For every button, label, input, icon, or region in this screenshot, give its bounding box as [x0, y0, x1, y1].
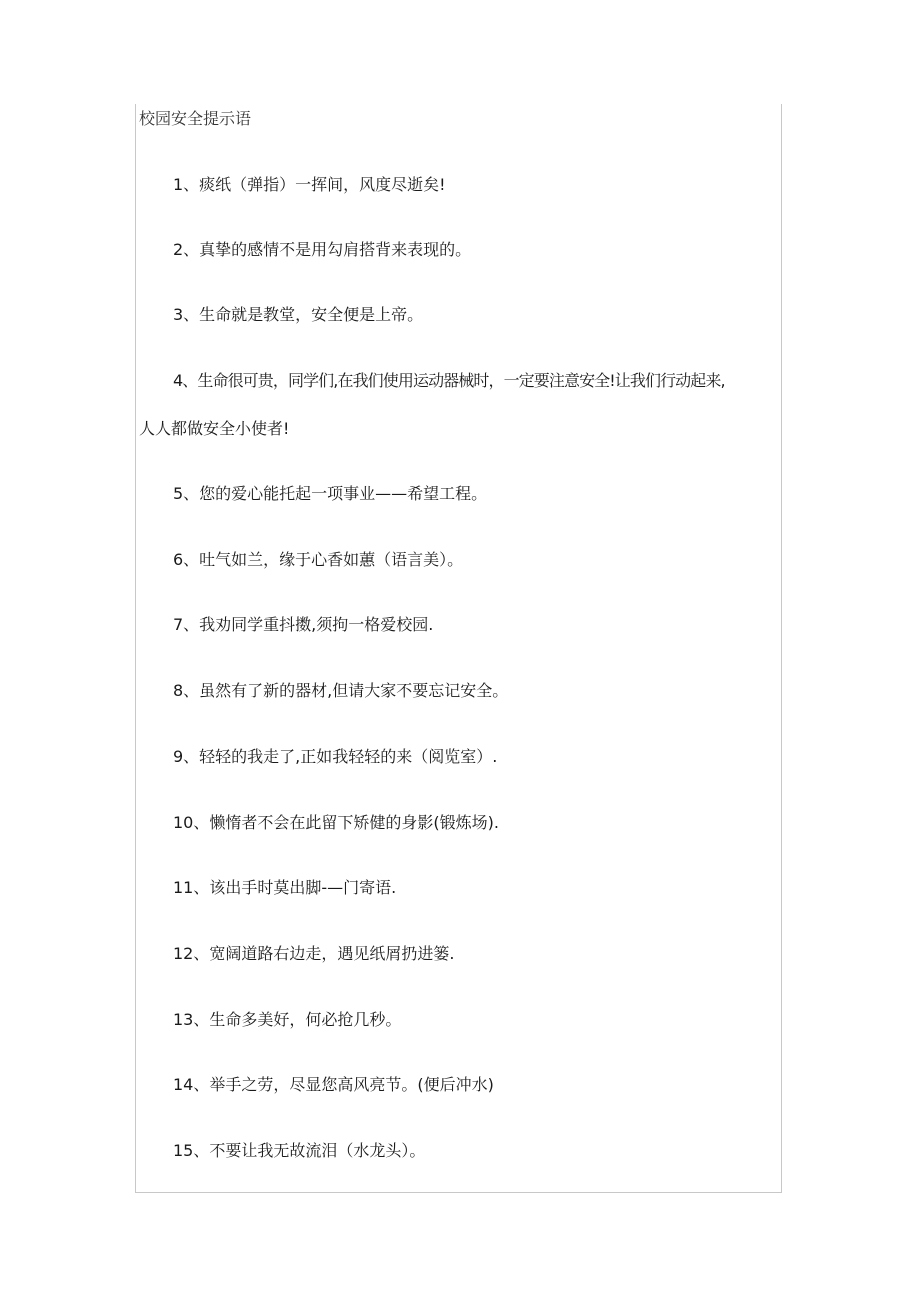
tip-item-7: 7、我劝同学重抖擞,须拘一格爱校园. [173, 615, 434, 634]
tip-item-10: 10、懒惰者不会在此留下矫健的身影(锻炼场). [173, 813, 499, 832]
tip-item-12: 12、宽阔道路右边走，遇见纸屑扔进篓. [173, 944, 455, 963]
tip-item-11: 11、该出手时莫出脚-—门寄语. [173, 878, 397, 897]
tip-item-8: 8、虽然有了新的器材,但请大家不要忘记安全。 [173, 681, 509, 700]
tip-item-5: 5、您的爱心能托起一项事业——希望工程。 [173, 484, 488, 503]
tip-item-1: 1、痰纸（弹指）一挥间，风度尽逝矣! [173, 175, 446, 194]
tip-item-2: 2、真挚的感情不是用勾肩搭背来表现的。 [173, 240, 472, 259]
tip-item-4-continuation: 人人都做安全小使者! [139, 419, 290, 438]
tip-item-9: 9、轻轻的我走了,正如我轻轻的来（阅览室）. [173, 747, 498, 766]
tip-item-13: 13、生命多美好，何必抢几秒。 [173, 1010, 402, 1029]
tip-item-3: 3、生命就是教堂，安全便是上帝。 [173, 305, 424, 324]
tip-item-14: 14、举手之劳，尽显您高风亮节。(便后冲水) [173, 1075, 494, 1094]
document-title: 校园安全提示语 [139, 109, 252, 128]
tip-item-4: 4、生命很可贵，同学们,在我们使用运动器械时，一定要注意安全!让我们行动起来, [173, 371, 725, 390]
tip-item-15: 15、不要让我无故流泪（水龙头）。 [173, 1141, 426, 1160]
tip-item-6: 6、吐气如兰，缘于心香如蕙（语言美）。 [173, 550, 464, 569]
